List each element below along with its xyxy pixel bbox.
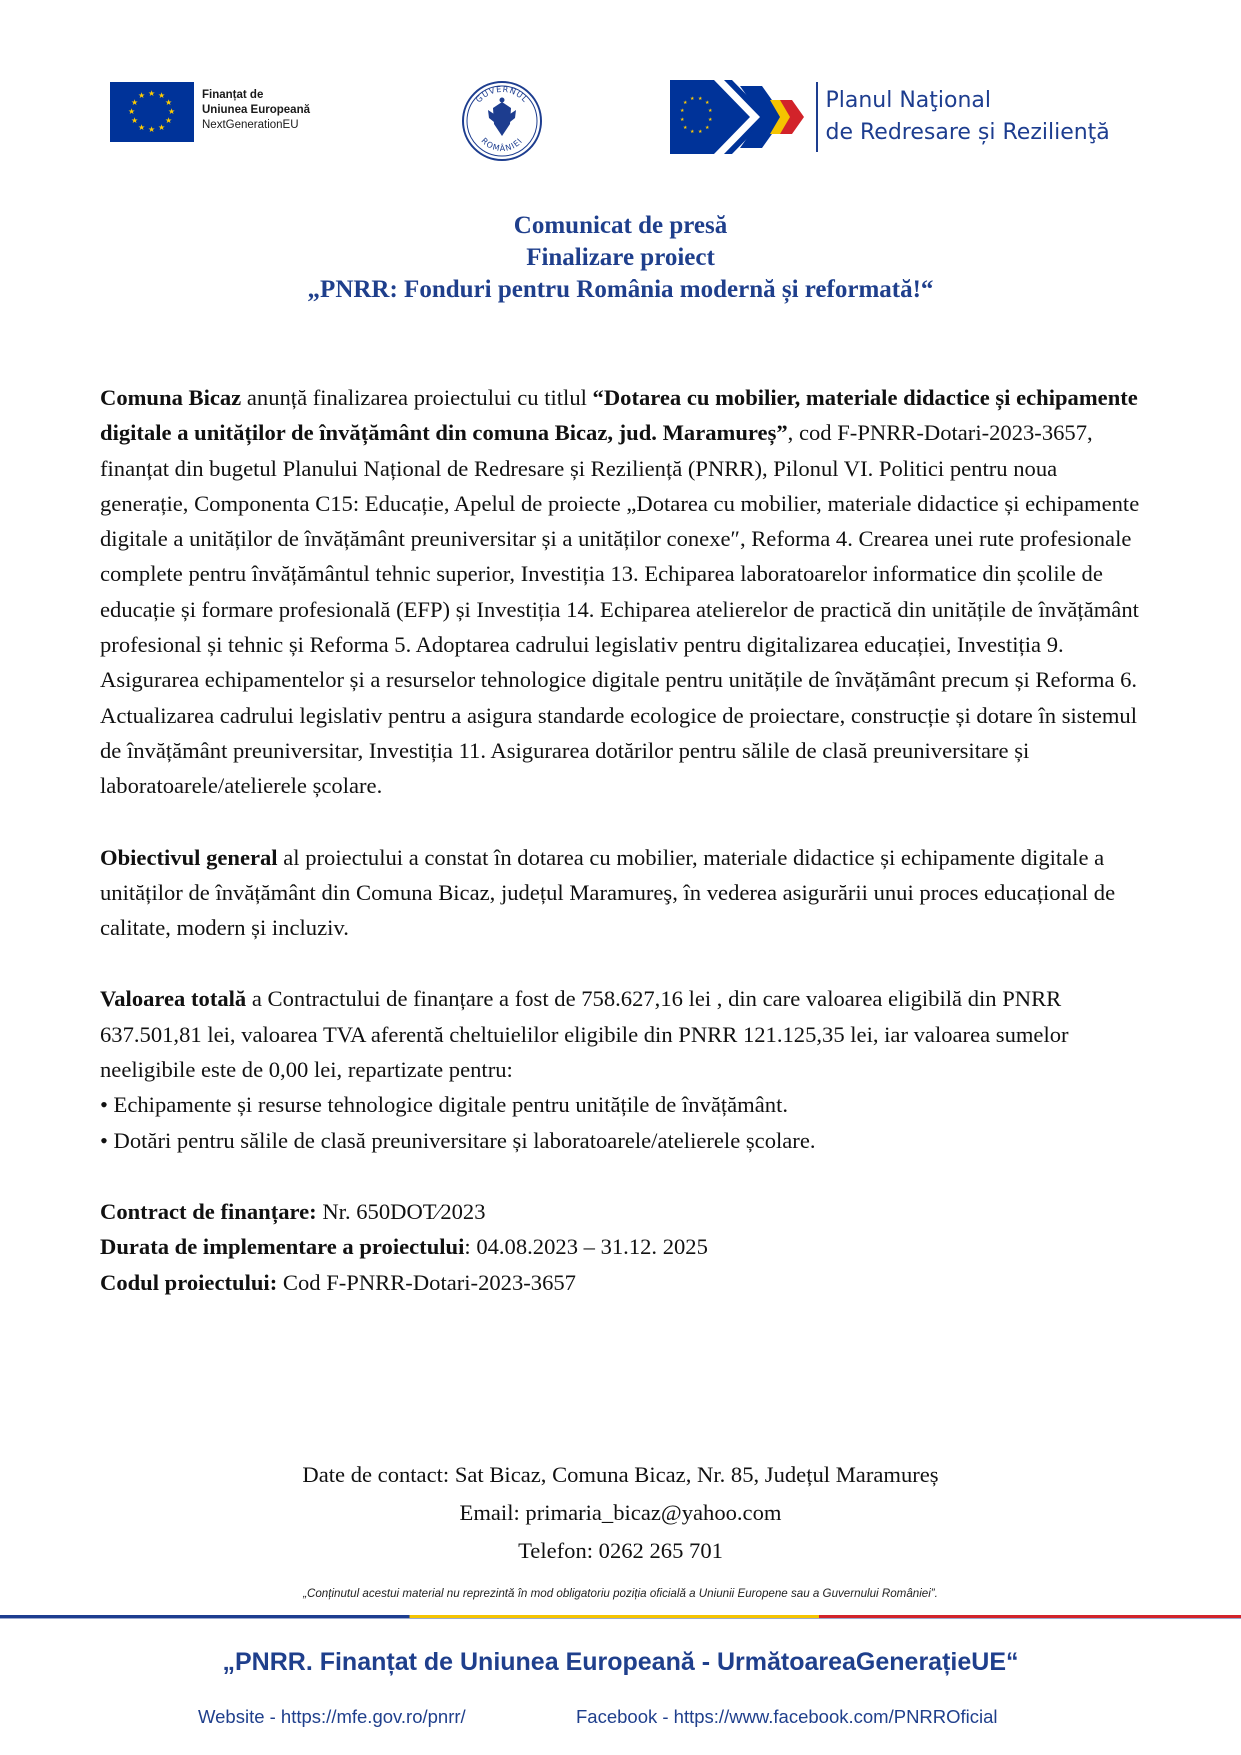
code-info — [100, 1265, 1145, 1300]
footer-divider — [0, 1618, 1241, 1619]
footer-slogan: „PNRR. Finanțat de Uniunea Europeană - UrmătoareaGenerațieUE“ — [222, 1648, 1019, 1676]
svg-text:★: ★ — [683, 100, 688, 106]
contract-info — [100, 1194, 1145, 1229]
project-title: “Dotarea cu mobilier, materiale didactice și echipamente digitale a unităților de învățământ din comuna Bicaz, jud. Maramureș” — [100, 385, 1138, 446]
document-title — [0, 210, 1241, 306]
government-seal-icon — [461, 80, 543, 162]
website-link[interactable]: Website - https://mfe.gov.ro/pnrr/ — [198, 1706, 466, 1727]
duration-info — [100, 1229, 1145, 1264]
contact-address: Date de contact: Sat Bicaz, Comuna Bicaz, Nr. 85, Județul Maramureș — [302, 1462, 939, 1487]
list-item: • Dotări pentru sălile de clasă preuniversitare și laboratoarele/atelierele școlare. — [100, 1127, 816, 1153]
svg-text:★: ★ — [705, 125, 710, 131]
paragraph-value — [100, 981, 1145, 1087]
pnrr-title-line2: de Redresare și Rezilienţă — [825, 120, 1110, 145]
duration-label: Durata de implementare a proiectului — [100, 1234, 465, 1260]
pnrr-divider — [816, 82, 818, 152]
facebook-link[interactable]: Facebook - https://www.facebook.com/PNRROficial — [576, 1706, 998, 1727]
svg-text:★: ★ — [708, 117, 713, 123]
code-value: Cod F-PNRR-Dotari-2023-3657 — [277, 1269, 576, 1295]
objective-label: Obiectivul general — [100, 844, 278, 870]
duration-value: : 04.08.2023 – 31.12. 2025 — [464, 1234, 708, 1260]
contact-block — [0, 1456, 1241, 1570]
title-line3: „PNRR: Fonduri pentru România modernă și reformată!“ — [307, 276, 934, 303]
value-label: Valoarea totală — [100, 986, 247, 1012]
pnrr-title-line1: Planul Naţional — [825, 88, 992, 113]
svg-text:★: ★ — [680, 117, 685, 123]
eu-text-line2: Uniunea Europeană — [202, 104, 310, 116]
pnrr-arrow-logo-icon — [670, 80, 810, 154]
objective-text: al proiectului a constat în dotarea cu mobilier, materiale didactice și echipamente digitale a unităților de învățământ din Comuna Bicaz, județul Maramureş, în vederea asigurării unui proces educațional de calitate, modern și incluziv. — [100, 844, 1116, 941]
list-item: • Echipamente și resurse tehnologice digitale pentru unitățile de învățământ. — [100, 1092, 789, 1118]
svg-text:★: ★ — [698, 96, 703, 102]
svg-text:★: ★ — [690, 96, 695, 102]
p1-text2: , cod F-PNRR-Dotari-2023-3657, finanțat din bugetul Planului Național de Redresare și Reziliență (PNRR), Pilonul VI. Politici pentru noua generație, Componenta C15: Educație, Apelul de proiecte „Dotarea cu mobilier, materiale didactice și echipamente digitale a unităților de învățământ preuniversitar și a unităților conexe″, Reforma 4. Crearea unei rute profesionale complete pentru învățământul tehnic superior, Investiția 13. Echiparea laboratoarelor informatice din școlile de educație și formare profesională (EFP) și Investiția 14. Echiparea atelierelor de practică din unitățile de învățământ profesional și tehnic și Reforma 5. Adoptarea cadrului legislativ pentru digitalizarea educației, Investiția 9. Asigurarea echipamentelor și a resurselor tehnologice digitale pentru unitățile de învățământ precum și Reforma 6. Actualizarea cadrului legislativ pentru a asigura standarde ecologice de proiectare, construcție și dotare în sistemul de învățământ preuniversitar, Investiția 11. Asigurarea dotărilor pentru sălile de clasă preuniversitare și laboratoarele/atelierele școlare. — [100, 420, 1140, 799]
p1-text1: anunță finalizarea proiectului cu titlul — [241, 385, 593, 410]
contract-label: Contract de finanțare: — [100, 1198, 317, 1224]
contact-email: Email: primaria_bicaz@yahoo.com — [459, 1500, 782, 1525]
code-label: Codul proiectului: — [100, 1269, 278, 1295]
title-line2: Finalizare proiect — [526, 244, 715, 271]
eu-funding-logo — [110, 82, 310, 142]
beneficiary-name: Comuna Bicaz — [100, 385, 242, 410]
eu-text-line1: Finanțat de — [202, 89, 264, 101]
svg-text:★: ★ — [698, 129, 703, 135]
paragraph-objective — [100, 840, 1145, 946]
eu-flag-icon: ★ ★ ★ ★ ★ ★ ★ ★ ★ ★ ★ ★ — [110, 82, 194, 142]
svg-text:ROMÂNIEI: ROMÂNIEI — [479, 136, 525, 154]
svg-text:GUVERNUL: GUVERNUL — [474, 84, 531, 105]
svg-text:★: ★ — [683, 125, 688, 131]
title-line1: Comunicat de presă — [513, 212, 728, 239]
svg-text:★: ★ — [708, 108, 713, 114]
eu-text-line3: NextGenerationEU — [202, 119, 299, 131]
value-text: a Contractului de finanțare a fost de 758.627,16 lei , din care valoarea eligibilă din PNRR 637.501,81 lei, valoarea TVA aferentă cheltuielilor eligibile din PNRR 121.125,35 lei, iar valoarea sumelor neeligibile este de 0,00 lei, repartizate pentru: — [100, 986, 1069, 1083]
paragraph-project-description — [100, 380, 1145, 804]
footer-links — [198, 1706, 1098, 1728]
disclaimer: „Conținutul acestui material nu reprezintă în mod obligatoriu poziția oficială a Uniunii Europene sau a Guvernului României”. — [303, 1587, 938, 1600]
press-release-body — [100, 380, 1145, 1300]
svg-text:★: ★ — [680, 108, 685, 114]
svg-text:★: ★ — [690, 129, 695, 135]
pnrr-logo — [670, 80, 1110, 154]
contact-phone: Telefon: 0262 265 701 — [518, 1538, 723, 1563]
svg-text:★: ★ — [705, 100, 710, 106]
contract-value: Nr. 650DOT⁄2023 — [316, 1198, 486, 1224]
